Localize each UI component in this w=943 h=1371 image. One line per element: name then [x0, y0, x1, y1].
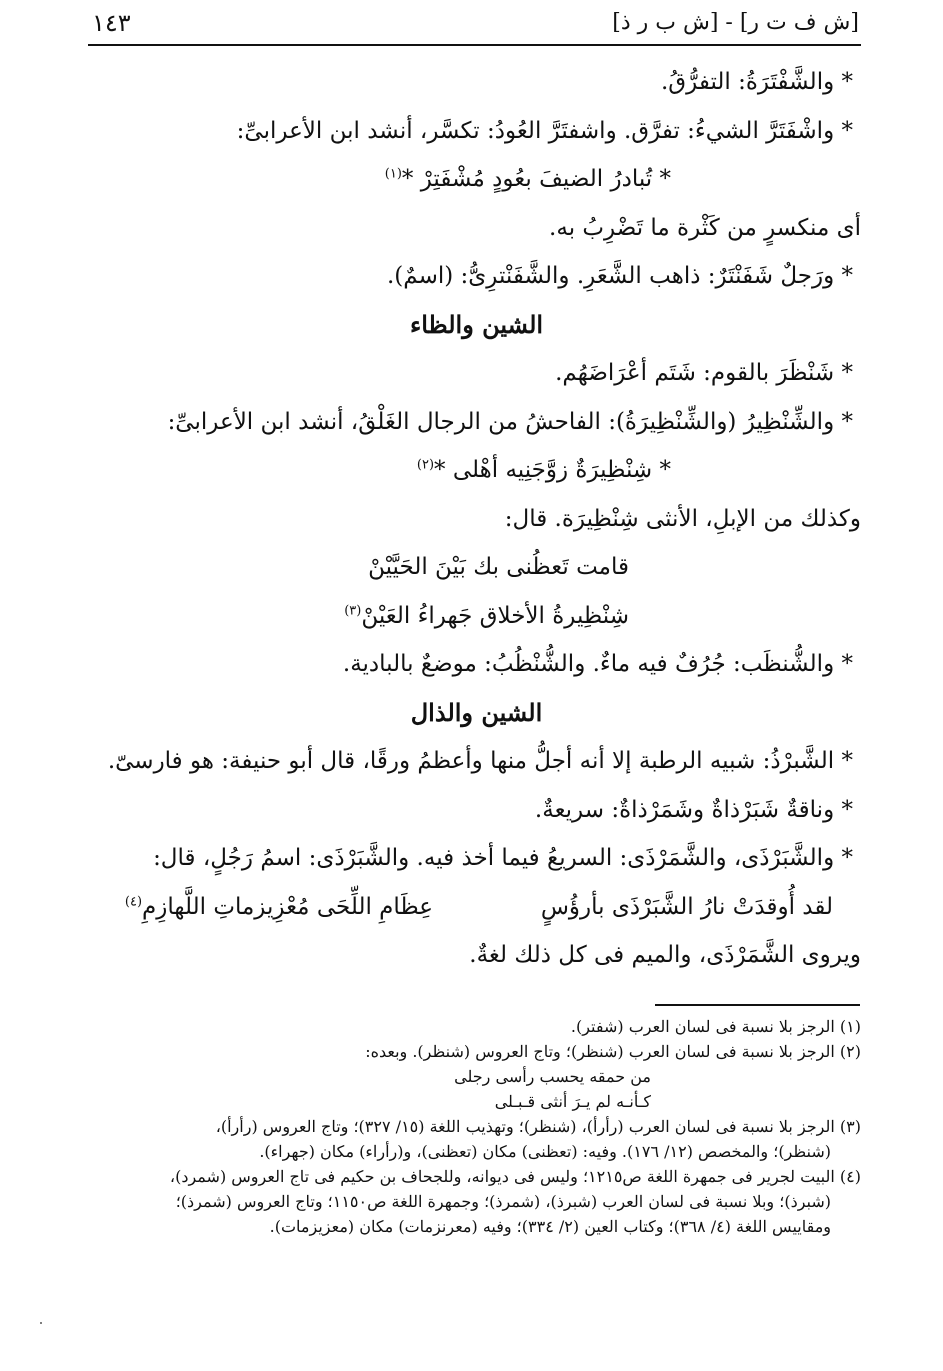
- first-hemistich: لقد أُوقدَتْ نارُ الشَّبَرْذَى بأرؤُسٍ: [540, 893, 833, 920]
- footnote-continuation: (شبرذ)؛ وبلا نسبة فى لسان العرب (شبرذ)، (شمرذ)؛ وجمهرة اللغة ص١١٥٠؛ وتاج العروس (شمرذ)؛: [175, 1192, 831, 1211]
- verse-line: [92, 155, 861, 204]
- entry-line: * شَنْظَرَ بالقوم: شَتَم أعْرَاضَهُم.: [555, 360, 853, 386]
- entry-line: * والشَّبَرْذَى، والشَّمَرْذَى: السريعُ فيما أخذ فيه. والشَّبَرْذَى: اسمُ رَجُلٍ، قال:: [153, 845, 853, 871]
- running-title: [ش ف ت ر] - [ش ب ر ذ]: [612, 10, 859, 35]
- running-head: [92, 8, 859, 38]
- footnote-verse: من حمقه يحسب رأسى رجلى: [454, 1067, 651, 1086]
- second-hemistich: [125, 883, 433, 932]
- verse-couplet: [92, 883, 861, 932]
- verse-line: قامت تَعظُنى بك بَيْنَ الحَيَّيْنْ: [368, 554, 629, 580]
- footnote-continuation: (شنظر)؛ والمخصص (١٢/ ١٧٦). وفيه: (تعظنى) مكان (تعظنى)، و(رأراء) مكان (جهراء).: [259, 1142, 831, 1161]
- entry-line: * ورَجلٌ شَفَنْتَرٌ: ذاهب الشَّعَرِ. والشَّفَنْترِىُّ: (اسمٌ).: [386, 263, 853, 289]
- entry-line: * الشَّبرْذُ: شبيه الرطبة إلا أنه أجلُّ منها وأعظمُ ورقًا، قال أبو حنيفة: هو فارسىّ.: [107, 748, 853, 774]
- print-speck: [40, 1322, 42, 1324]
- entry-line: أى منكسرٍ من كَثْرة ما تَضْرِبُ به.: [549, 214, 861, 241]
- verse-text: * شِنْظِيرَةٌ زوَّجَنِيه أهْلى *: [434, 457, 671, 483]
- entry-line: * والشُّنظَب: جُرُفٌ فيه ماءٌ. والشُّنْظُبُ: موضعٌ بالبادية.: [342, 651, 853, 677]
- footnote: (٢) الرجز بلا نسبة فى لسان العرب (شنظر)؛ وتاج العروس (شنظر). وبعده:: [365, 1042, 861, 1061]
- verse-text: * تُبادرُ الضيفَ بعُودٍ مُشْفَتِرْ *: [401, 166, 671, 192]
- footnote: (٣) الرجز بلا نسبة فى لسان العرب (رأرأ)، (شنظر)؛ وتهذيب اللغة (١٥/ ٣٢٧)؛ وتاج العروس (رأرأ)،: [215, 1117, 861, 1136]
- footnote-marker: (١): [384, 166, 402, 182]
- footnote: (١) الرجز بلا نسبة فى لسان العرب (شفتر).: [570, 1017, 861, 1036]
- verse-text: شِنْظِيرةُ الأخلاق جَهراءُ العَيْنْ: [361, 602, 629, 629]
- footnote-marker: (٤): [124, 893, 143, 909]
- verse-text: عِظَامِ اللِّحَى مُعْزِيزماتِ اللَّهازِمِ: [142, 893, 433, 920]
- header-rule: [88, 44, 861, 46]
- entry-line: * والشَّفْتَرَةُ: التفرُّقُ.: [660, 69, 853, 95]
- entry-line: * واشْفَتَرَّ الشيءُ: تفرَّق. واشفتَرَّ العُودُ: تكسَّر، أنشد ابن الأعرابىِّ:: [236, 117, 853, 144]
- footnote-marker: (٣): [344, 602, 362, 618]
- footnote-rule: [655, 1004, 860, 1006]
- footnotes: [92, 1014, 861, 1239]
- footnote-marker: (٢): [416, 457, 435, 473]
- verse-line: [92, 446, 861, 495]
- verse-line: [92, 592, 861, 641]
- section-heading: الشين والذال: [410, 697, 543, 727]
- footnote-continuation: ومقاييس اللغة (٤/ ٣٦٨)؛ وكتاب العين (٢/ ٣٣٤)؛ وفيه (معرنزمات) مكان (معزيزمات).: [269, 1217, 831, 1236]
- footnote-verse: كـأنـه لم يـرَ أنثى قـبـلى: [494, 1092, 651, 1111]
- page-number: ١٤٣: [92, 9, 131, 37]
- entry-line: ويروى الشَّمَرْذَى، والميم فى كل ذلك لغةٌ.: [469, 942, 861, 968]
- section-heading: الشين والظاء: [409, 309, 544, 339]
- main-text: [92, 58, 861, 980]
- entry-line: وكذلك من الإبلِ، الأنثى شِنْظِيرَة. قال:: [504, 505, 861, 532]
- footnote: (٤) البيت لجرير فى جمهرة اللغة ص١٢١٥؛ وليس فى ديوانه، وللجحاف بن حكيم فى تاج العروس (شمرد)،: [169, 1167, 861, 1186]
- entry-line: * والشِّنْظِيرُ (والشِّنْظِيرَةُ): الفاحشُ من الرجال الغَلْقُ، أنشد ابن الأعرابىِّ:: [167, 408, 853, 435]
- entry-line: * وناقةٌ شَبَرْذاةٌ وشَمَرْذاةٌ: سريعةٌ.: [534, 796, 853, 823]
